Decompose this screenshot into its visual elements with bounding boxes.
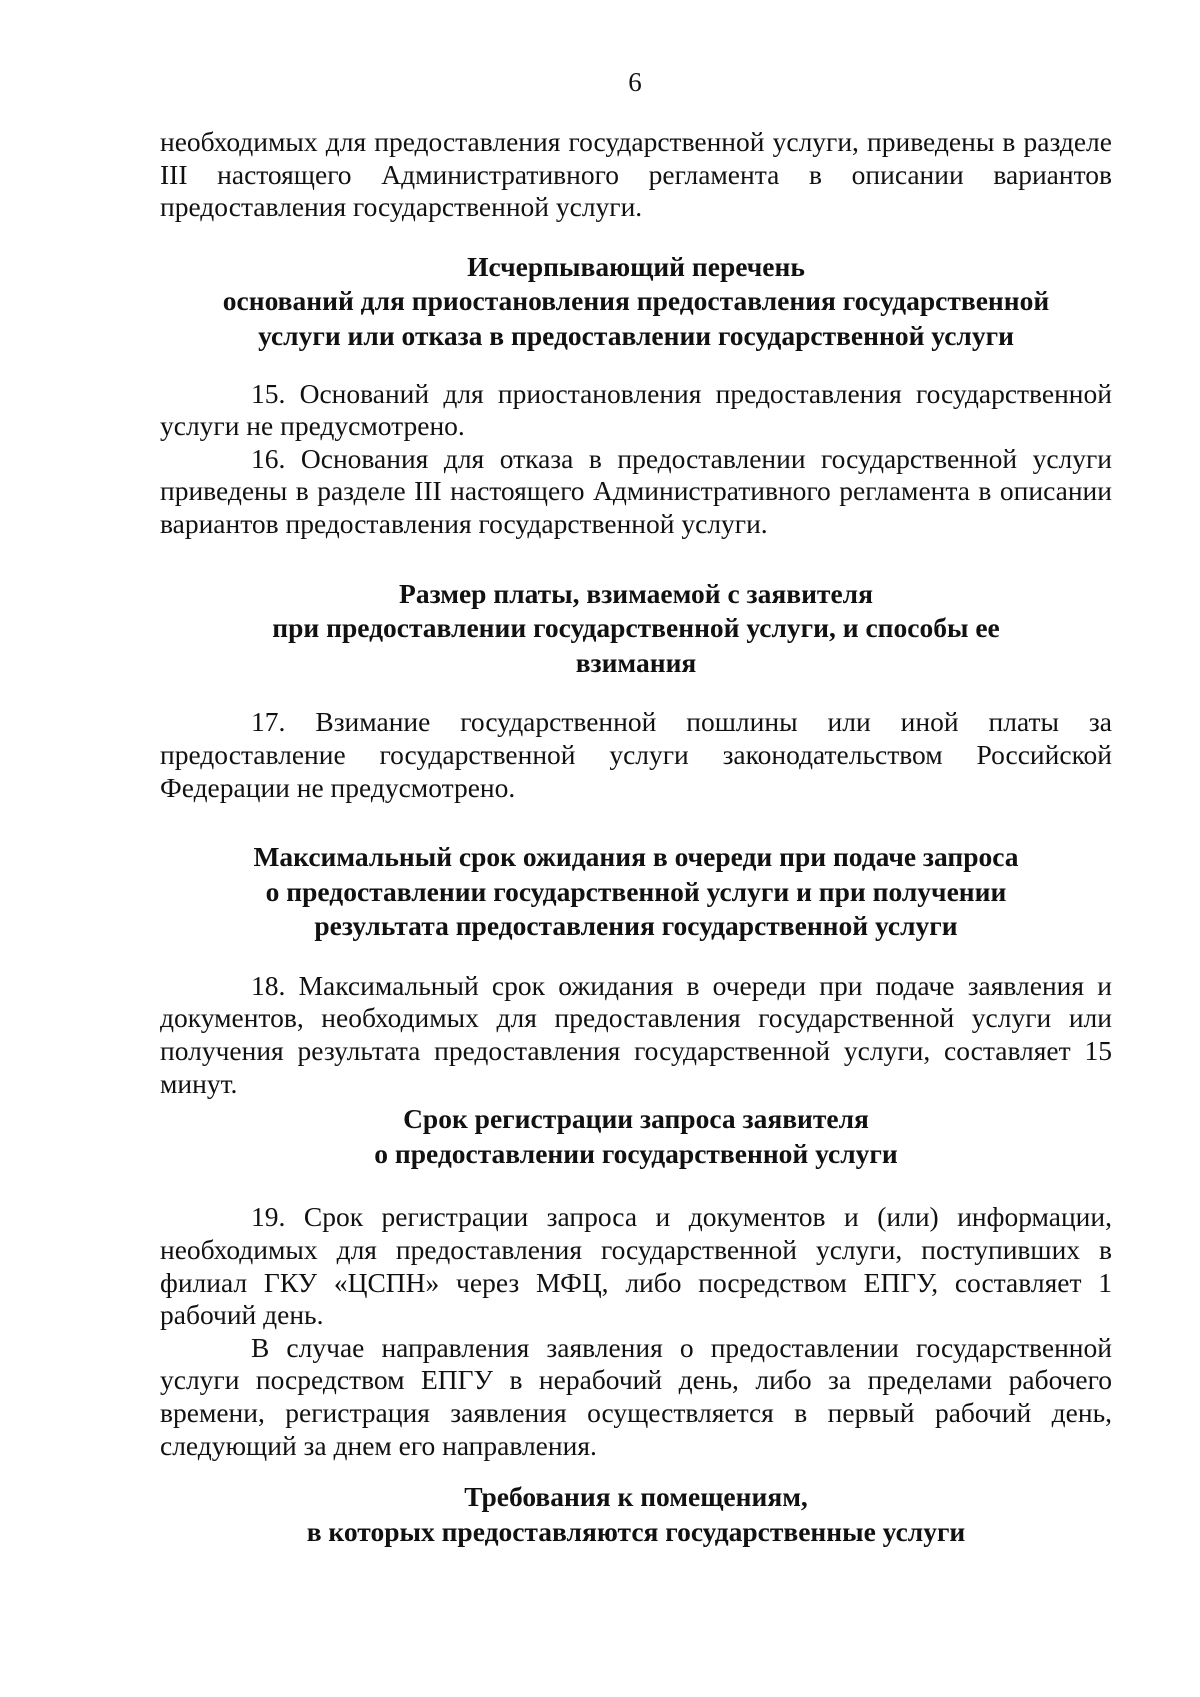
heading-line: взимания [575, 646, 697, 678]
section-heading-queue-time [160, 840, 1112, 944]
paragraph-15: 15. Оснований для приостановления предоставления государственной услуги не предусмотрено. [160, 377, 1112, 442]
heading-line: о предоставлении государственной услуги и при получении [265, 875, 1007, 907]
paragraph-17: 17. Взимание государственной пошлины или иной платы за предоставление государственной услуги законодательством Российской Федерации не предусмотрено. [160, 706, 1112, 803]
heading-line: услуги или отказа в предоставлении государственной услуги [258, 319, 1014, 351]
document-body [160, 126, 1112, 1549]
heading-line: Исчерпывающий перечень [467, 250, 805, 282]
heading-line: Размер платы, взимаемой с заявителя [399, 577, 873, 609]
section-heading-grounds-for-suspension [160, 250, 1112, 354]
intro-paragraph: необходимых для предоставления государственной услуги, приведены в разделе III настоящего Административного регламента в описании вариантов предоставления государственной услуги. [160, 126, 1112, 223]
heading-line: при предоставлении государственной услуги, и способы ее [272, 612, 1000, 644]
heading-line: результата предоставления государственной услуги [314, 910, 958, 942]
heading-line: Требования к помещениям, [464, 1481, 808, 1513]
heading-line: о предоставлении государственной услуги [374, 1137, 898, 1169]
heading-line: в которых предоставляются государственные услуги [306, 1515, 966, 1547]
paragraph-18: 18. Максимальный срок ожидания в очереди при подаче заявления и документов, необходимых для предоставления государственной услуги или получения результата предоставления государственной услуги, составляет 15 минут. [160, 969, 1112, 1099]
heading-line: оснований для приостановления предоставления государственной [222, 285, 1050, 317]
paragraph-19: 19. Срок регистрации запроса и документов и (или) информации, необходимых для предоставления государственной услуги, поступивших в филиал ГКУ «ЦСПН» через МФЦ, либо посредством ЕПГУ, составляет 1 рабочий день. [160, 1201, 1112, 1331]
heading-line: Срок регистрации запроса заявителя [403, 1103, 869, 1135]
page-number: 6 [628, 67, 642, 97]
paragraph-19-continued: В случае направления заявления о предоставлении государственной услуги посредством ЕПГУ в нерабочий день, либо за пределами рабочего времени, регистрация заявления осуществляется в первый рабочий день, следующий за днем его направления. [160, 1331, 1112, 1461]
section-heading-registration-term [160, 1102, 1112, 1171]
section-heading-premises-requirements [160, 1480, 1112, 1549]
heading-line: Максимальный срок ожидания в очереди при подаче запроса [253, 841, 1019, 873]
section-heading-fee [160, 577, 1112, 681]
paragraph-16: 16. Основания для отказа в предоставлении государственной услуги приведены в разделе III настоящего Административного регламента в описании вариантов предоставления государственной услуги. [160, 442, 1112, 539]
